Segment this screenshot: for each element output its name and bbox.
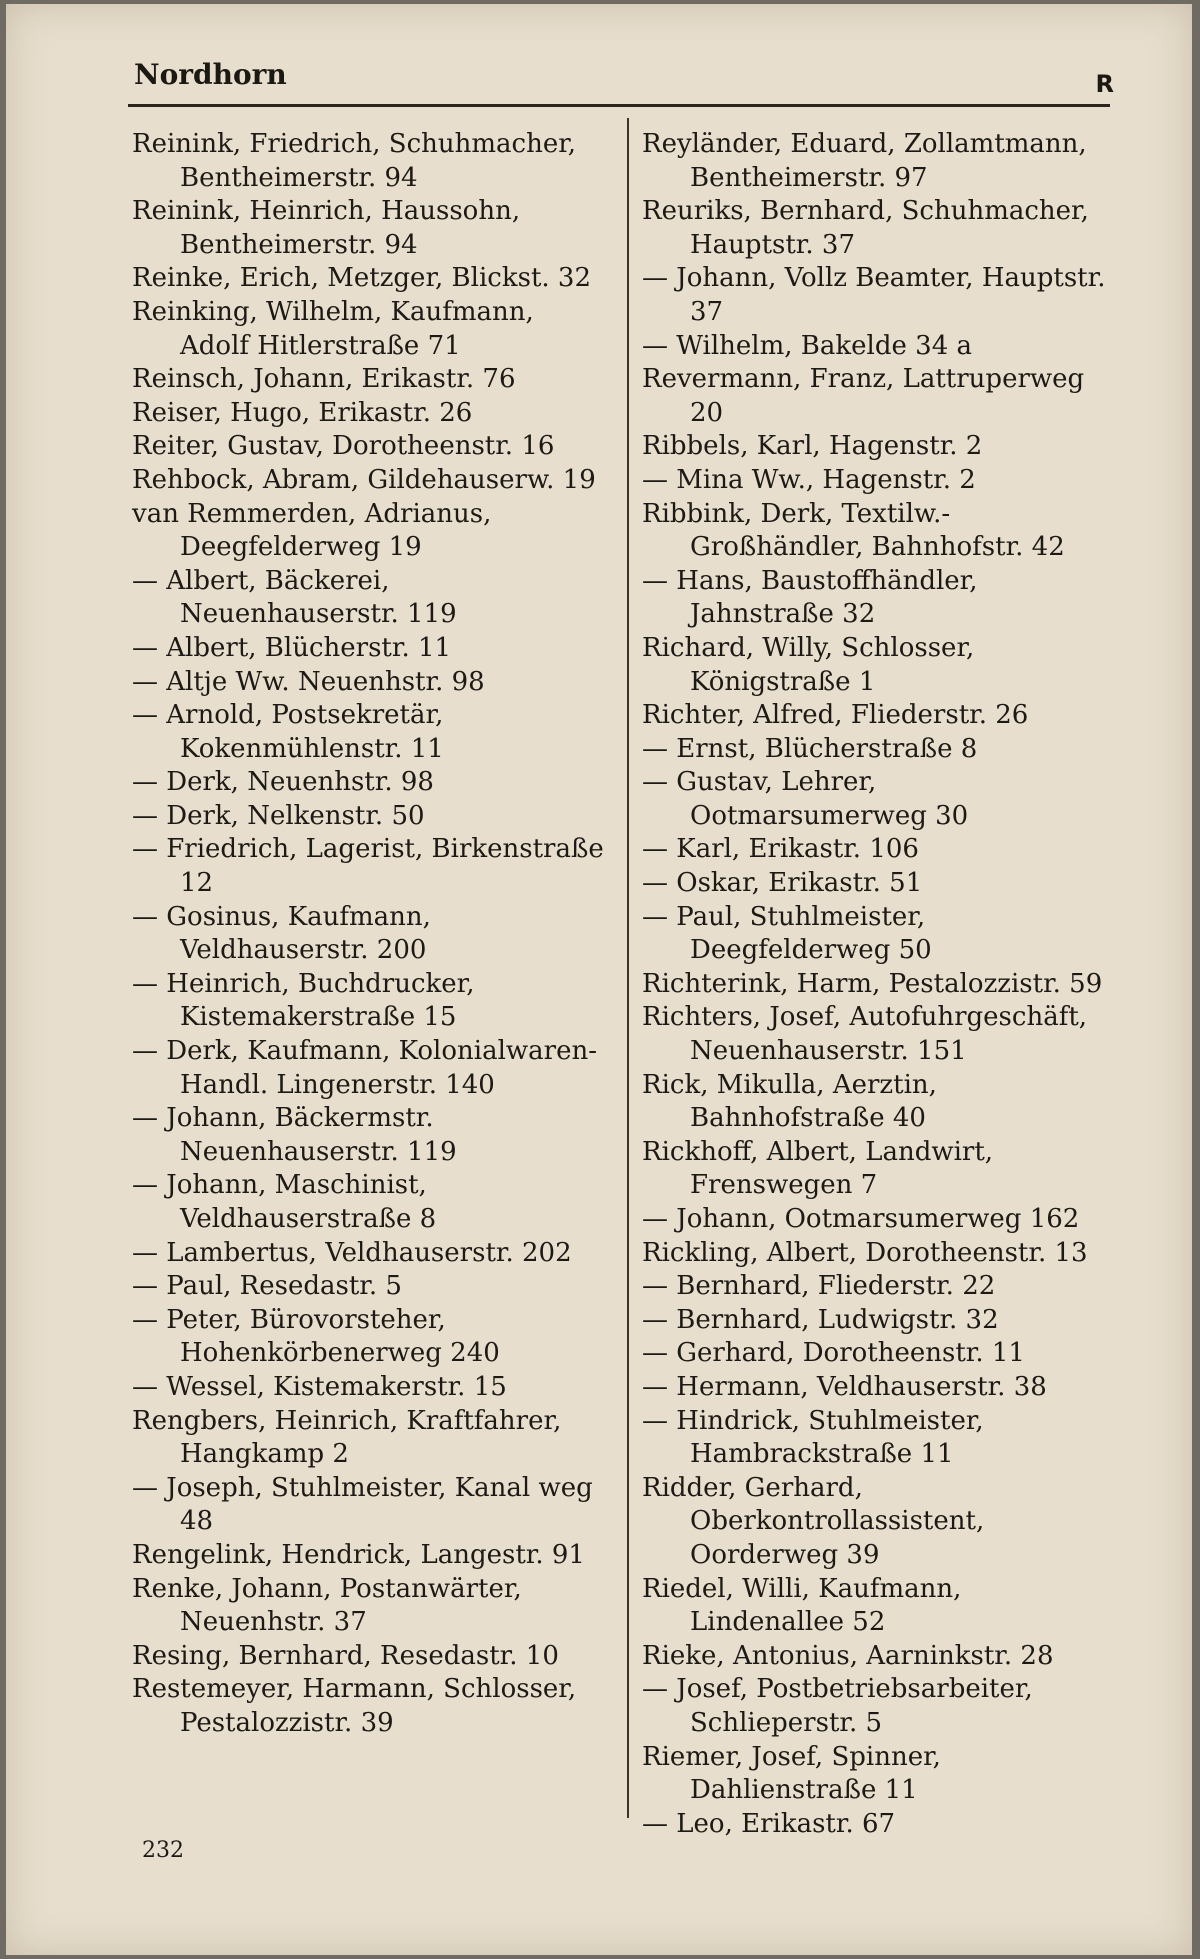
header-rule [128,104,1110,107]
directory-entry: — Hans, Baustoffhändler, Jahnstraße 32 [642,565,978,630]
directory-entry: — Gustav, Lehrer, Ootmarsumerweg 30 [642,767,969,831]
directory-entry: — Paul, Stuhlmeister, Deegfelderweg 50 [642,901,932,966]
directory-entry: — Josef, Postbetriebsarbeiter, Schlieperstr. 5 [642,1674,1033,1738]
directory-entry: — Lambertus, Veldhauserstr. 202 [132,1237,572,1268]
directory-entry: Reuriks, Bernhard, Schuhmacher, Hauptstr. 37 [642,196,1089,260]
left-column [132,128,610,1741]
directory-entry: Reiser, Hugo, Erikastr. 26 [132,397,473,428]
directory-entry: Richard, Willy, Schlosser, Königstraße 1 [642,632,975,697]
directory-entry: — Mina Ww., Hagenstr. 2 [642,464,976,495]
directory-entry: — Johann, Maschinist, Veldhauserstraße 8 [132,1170,437,1234]
directory-entry: — Derk, Neuenhstr. 98 [132,767,434,798]
directory-entry: — Friedrich, Lagerist, Birkenstraße 12 [132,834,604,899]
directory-entry: Resing, Bernhard, Resedastr. 10 [132,1640,559,1671]
directory-entry: Rick, Mikulla, Aerztin, Bahnhofstraße 40 [642,1069,937,1134]
directory-entry: Rengbers, Heinrich, Kraftfahrer, Hangkamp 2 [132,1405,562,1470]
directory-entry: — Albert, Bäckerei, Neuenhauserstr. 119 [132,565,457,630]
page-number: 232 [142,1838,184,1863]
directory-entry: — Oskar, Erikastr. 51 [642,868,923,899]
right-column [642,128,1112,1841]
directory-entry: — Paul, Resedastr. 5 [132,1271,402,1302]
directory-entry: — Leo, Erikastr. 67 [642,1808,896,1839]
directory-entry: Ribbink, Derk, Textilw.-Großhändler, Bahnhofstr. 42 [642,498,1065,563]
directory-entry: — Ernst, Blücherstraße 8 [642,733,978,764]
directory-entry: van Remmerden, Adrianus, Deegfelderweg 19 [132,498,492,563]
directory-entry: — Hindrick, Stuhlmeister, Hambrackstraße 11 [642,1405,984,1470]
directory-entry: Rickhoff, Albert, Landwirt, Frenswegen 7 [642,1136,994,1201]
directory-entry: Reyländer, Eduard, Zollamtmann, Bentheimerstr. 97 [642,129,1087,193]
directory-entry: — Derk, Nelkenstr. 50 [132,800,425,831]
directory-entry: Rieke, Antonius, Aarninkstr. 28 [642,1640,1054,1671]
directory-entry: Ribbels, Karl, Hagenstr. 2 [642,431,983,462]
running-head-letter: R [1095,70,1114,98]
directory-entry: Riemer, Josef, Spinner, Dahlienstraße 11 [642,1741,941,1806]
directory-entry: — Derk, Kaufmann, Kolonialwaren-Handl. Lingenerstr. 140 [132,1036,598,1100]
directory-entry: — Karl, Erikastr. 106 [642,834,919,865]
directory-entry: — Joseph, Stuhlmeister, Kanal weg 48 [132,1472,593,1537]
directory-entry: Renke, Johann, Postanwärter, Neuenhstr. 37 [132,1573,522,1638]
directory-entry: — Wilhelm, Bakelde 34 a [642,330,973,361]
directory-entry: Richters, Josef, Autofuhrgeschäft, Neuenhauserstr. 151 [642,1002,1088,1067]
directory-entry: Richter, Alfred, Fliederstr. 26 [642,700,1029,731]
directory-entry: — Bernhard, Ludwigstr. 32 [642,1304,999,1335]
directory-entry: — Gerhard, Dorotheenstr. 11 [642,1338,1025,1369]
directory-entry: Reiter, Gustav, Dorotheenstr. 16 [132,431,555,462]
directory-entry: — Arnold, Postsekretär, Kokenmühlenstr. 11 [132,700,444,764]
directory-entry: Riedel, Willi, Kaufmann, Lindenallee 52 [642,1573,962,1638]
directory-entry: — Johann, Bäckermstr. Neuenhauserstr. 119 [132,1103,457,1167]
directory-entry: — Wessel, Kistemakerstr. 15 [132,1371,507,1402]
directory-entry: — Peter, Bürovorsteher, Hohenkörbenerweg 240 [132,1304,500,1369]
directory-entry: — Johann, Ootmarsumerweg 162 [642,1204,1080,1234]
directory-entry: — Heinrich, Buchdrucker, Kistemakerstraße 15 [132,968,475,1033]
directory-entry: Revermann, Franz, Lattruperweg 20 [642,364,1085,428]
directory-entry: Reinink, Heinrich, Haussohn, Bentheimerstr. 94 [132,196,521,260]
directory-entry: — Bernhard, Fliederstr. 22 [642,1271,996,1302]
directory-entry: Reinsch, Johann, Erikastr. 76 [132,364,516,395]
directory-entry: — Hermann, Veldhauserstr. 38 [642,1371,1047,1402]
directory-entry: Rickling, Albert, Dorotheenstr. 13 [642,1237,1088,1268]
directory-entry: — Gosinus, Kaufmann, Veldhauserstr. 200 [132,901,431,966]
directory-entry: — Albert, Blücherstr. 11 [132,632,452,663]
directory-entry: Restemeyer, Harmann, Schlosser, Pestalozzistr. 39 [132,1674,577,1738]
directory-entry: Richterink, Harm, Pestalozzistr. 59 [642,968,1103,999]
directory-entry: Ridder, Gerhard, Oberkontrollassistent, Oorderweg 39 [642,1472,985,1570]
column-divider [627,118,629,1818]
directory-entry: Reinking, Wilhelm, Kaufmann, Adolf Hitlerstraße 71 [132,296,534,361]
directory-entry: Rengelink, Hendrick, Langestr. 91 [132,1539,585,1570]
directory-entry: — Johann, Vollz Beamter, Hauptstr. 37 [642,263,1106,327]
directory-entry: Rehbock, Abram, Gildehauserw. 19 [132,464,596,495]
directory-entry: Reinink, Friedrich, Schuhmacher, Bentheimerstr. 94 [132,129,577,193]
directory-entry: Reinke, Erich, Metzger, Blickst. 32 [132,263,591,294]
running-head-town: Nordhorn [134,58,287,91]
directory-entry: — Altje Ww. Neuenhstr. 98 [132,666,485,697]
